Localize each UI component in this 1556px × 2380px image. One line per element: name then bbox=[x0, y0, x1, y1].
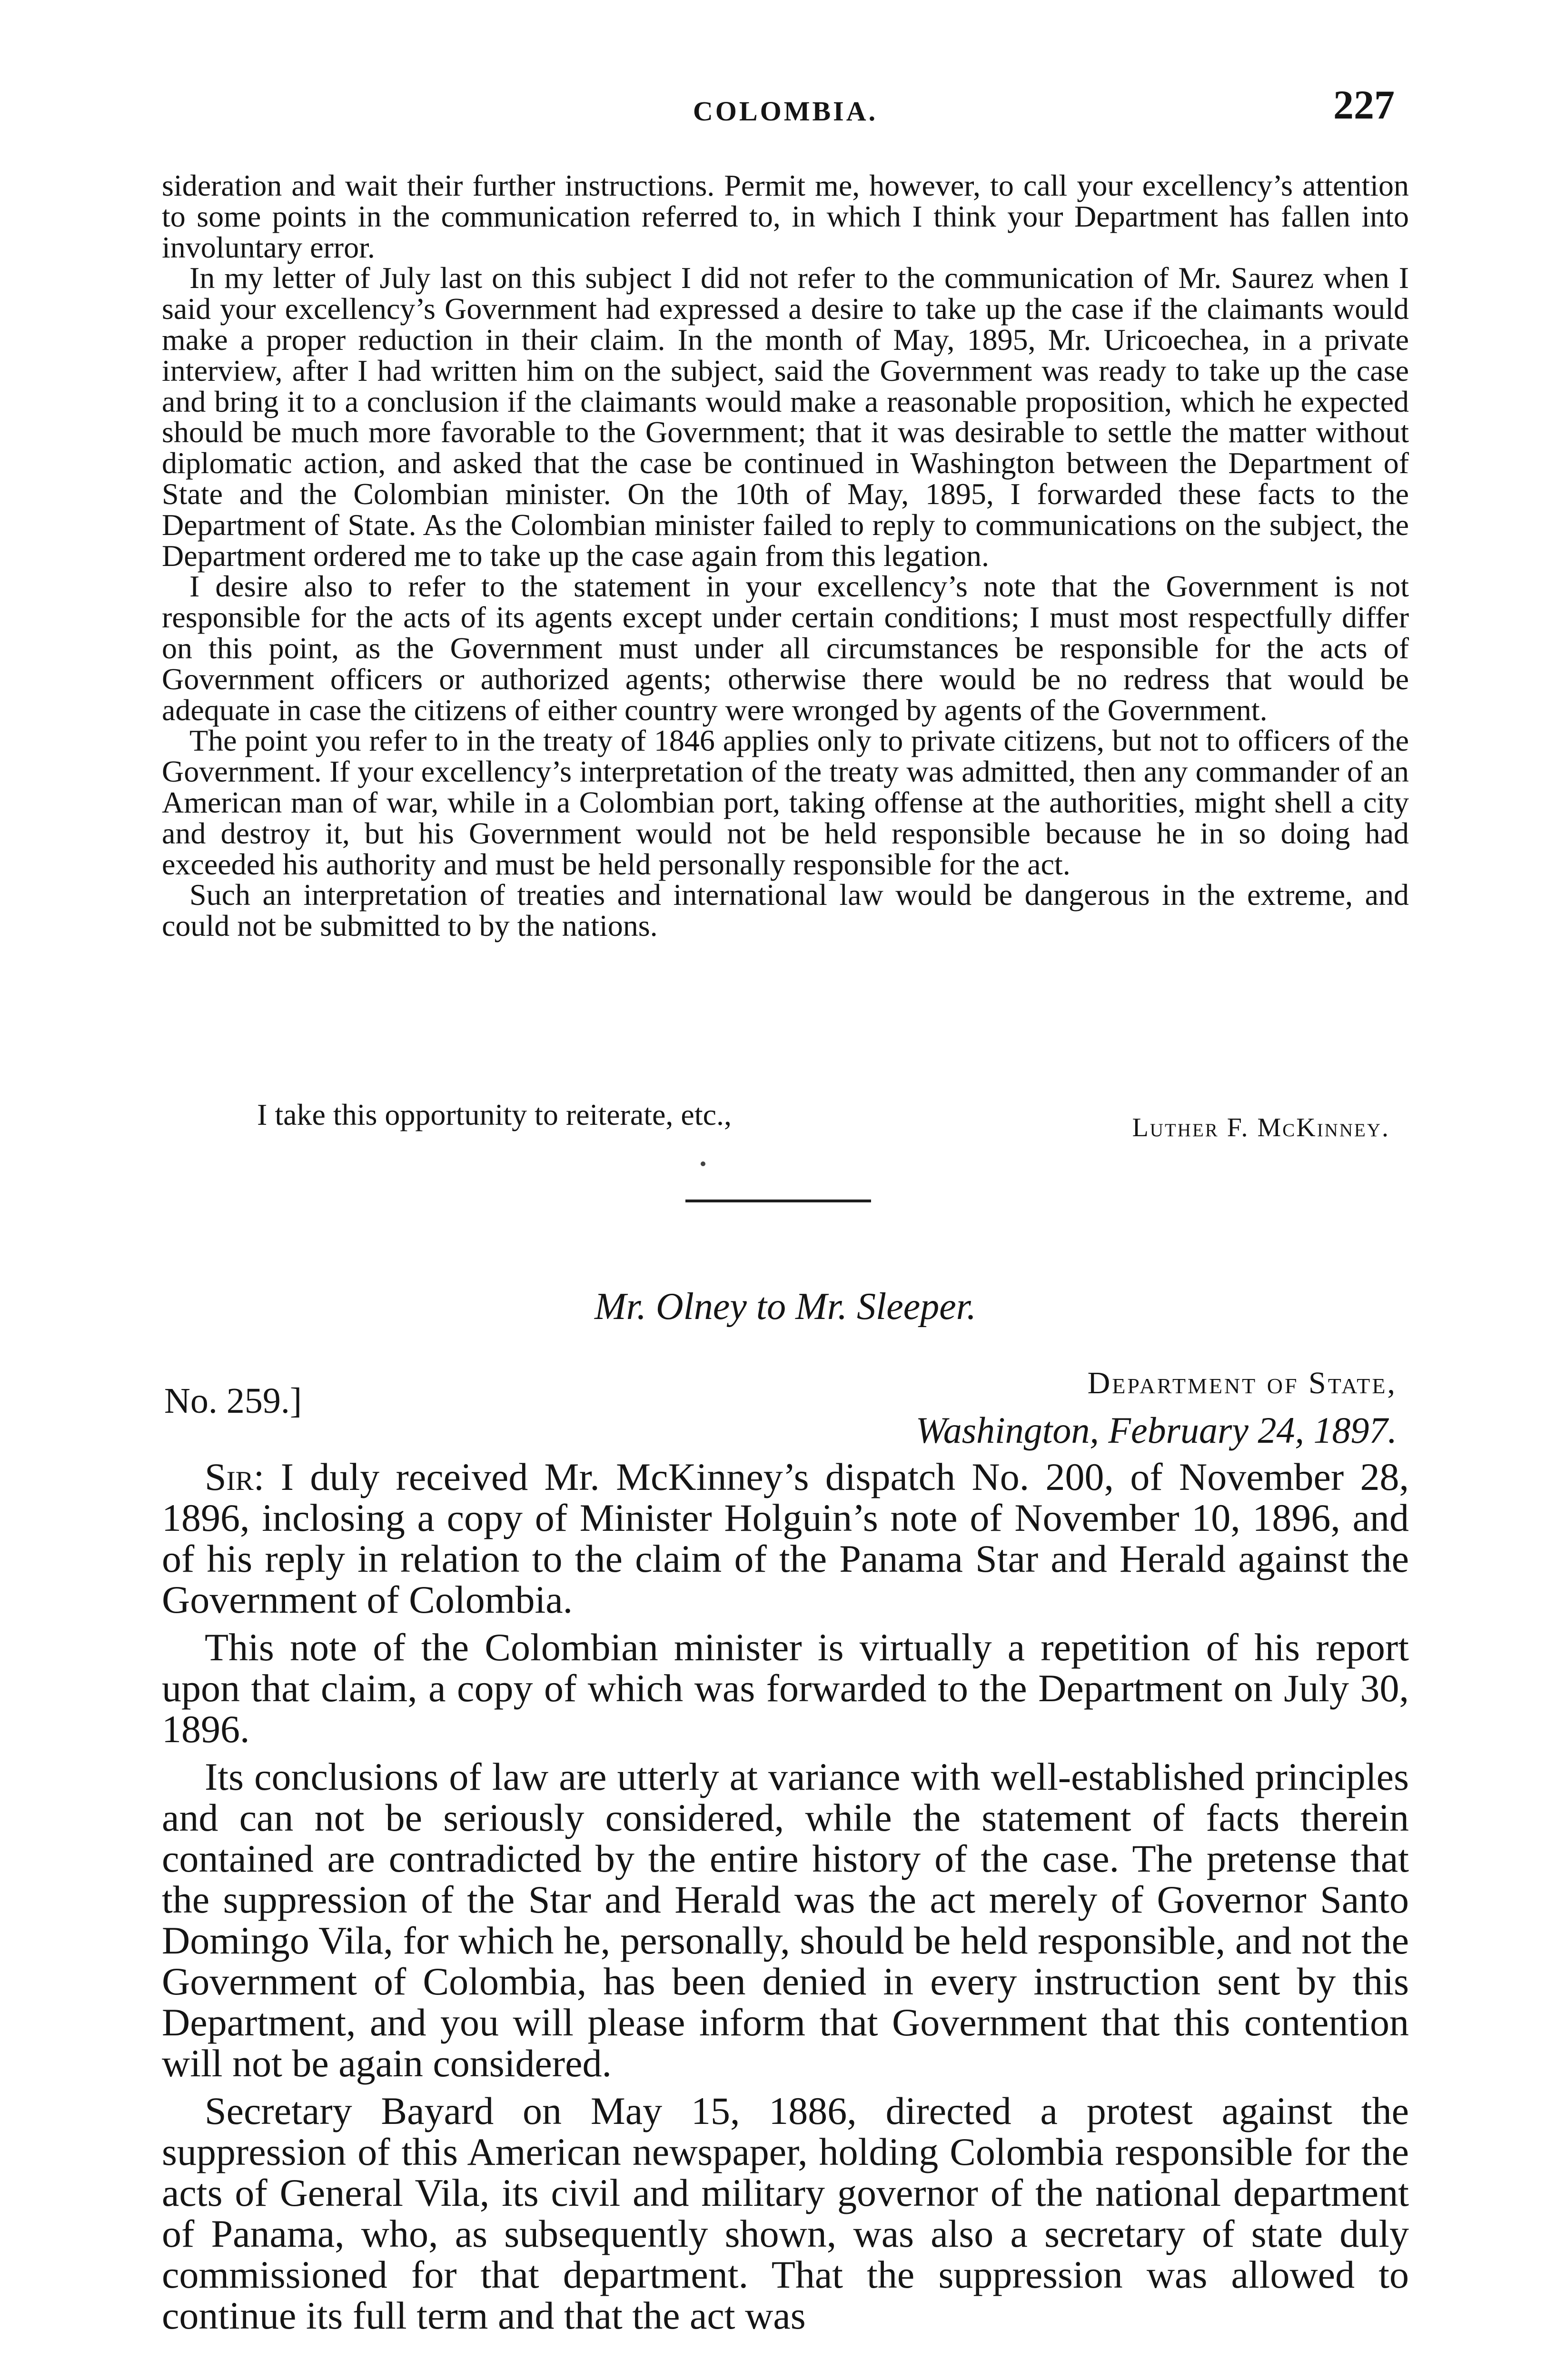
section-divider bbox=[685, 1200, 871, 1202]
document-number: No. 259.] bbox=[164, 1381, 302, 1421]
paragraph-secretary-bayard: Secretary Bayard on May 15, 1886, directed a protest against the suppression of this American newspaper, holding Colombia responsible for the acts of General Vila, its civil and military governor of the national department of Panama, who, as subsequently shown, was also a secretary of state duly commissioned for that department. That the suppression was allowed to continue its full term and that the act was bbox=[162, 2089, 1409, 2337]
paragraph-treaty-1846: The point you refer to in the treaty of 1846 applies only to private citizens, but not to officers of the Government. If your excellency’s interpretation of the treaty was admitted, then any commander of an American man of war, while in a Colombian port, taking offense at the authorities, might shell a city and destroy it, but his Government would not be held responsible because he in so doing had exceeded his authority and must be held personally responsible for the act. bbox=[162, 724, 1409, 881]
paragraph-july-letter: In my letter of July last on this subject I did not refer to the communication of Mr. Saurez when I said your excellency’s Government had expressed a desire to take up the case if the claimants would make a proper reduction in their claim. In the month of May, 1895, Mr. Uricoechea, in a private interview, after I had written him on the subject, said the Government was ready to take up the case and bring it to a conclusion if the claimants would make a reasonable proposition, which he expected should be much more favorable to the Government; that it was desirable to settle the matter without diplomatic action, and asked that the case be continued in Washington between the Department of State and the Colombian minister. On the 10th of May, 1895, I forwarded these facts to the Department of State. As the Colombian minister failed to reply to communications on the subject, the Department ordered me to take up the case again from this legation. bbox=[162, 261, 1409, 573]
letter-olney-body bbox=[162, 1457, 1409, 2343]
document-title: Mr. Olney to Mr. Sleeper. bbox=[594, 1286, 977, 1328]
signature: Luther F. McKinney. bbox=[1132, 1113, 1390, 1142]
paragraph-continuation: sideration and wait their further instructions. Permit me, however, to call your excellency’s attention to some points in the communication referred to, in which I think your Department has fallen into involuntary error. bbox=[162, 169, 1409, 264]
paragraph-dispatch-received bbox=[162, 1457, 1409, 1620]
place-and-date: Washington, February 24, 1897. bbox=[915, 1409, 1397, 1451]
letter-mckinney-body bbox=[162, 170, 1409, 942]
letter-closing bbox=[162, 1097, 1409, 1140]
paragraph-note-repetition: This note of the Colombian minister is virtually a repetition of his report upon that claim, a copy of which was forwarded to the Department on July 30, 1896. bbox=[162, 1626, 1409, 1751]
paragraph-interpretation: Such an interpretation of treaties and international law would be dangerous in the extreme, and could not be submitted to by the nations. bbox=[162, 878, 1409, 943]
salutation: Sir: bbox=[205, 1455, 265, 1498]
page-number: 227 bbox=[1333, 82, 1395, 128]
paragraph-dispatch-text: I duly received Mr. McKinney’s dispatch No. 200, of November 28, 1896, inclosing a copy of Minister Holguin’s note of November 10, 1896, and of his reply in relation to the claim of the Panama Star and Herald against the Government of Colombia. bbox=[162, 1455, 1409, 1621]
paragraph-conclusions-of-law: Its conclusions of law are utterly at variance with well-established principles and can not be seriously considered, while the statement of facts therein contained are contradicted by the entire history of the case. The pretense that the suppression of the Star and Herald was the act merely of Governor Santo Domingo Vila, for which he, personally, should be held responsible, and not the Government of Colombia, has been denied in every instruction sent by this Department, and you will please inform that Government that this contention will not be again considered. bbox=[162, 1755, 1409, 2085]
department-heading: Department of State, bbox=[1087, 1366, 1397, 1400]
closing-phrase: I take this opportunity to reiterate, etc., bbox=[257, 1098, 732, 1131]
paragraph-agents-responsibility: I desire also to refer to the statement in your excellency’s note that the Government is not responsible for the acts of its agents except under certain conditions; I must most respectfully differ on this point, as the Government must under all circumstances be responsible for the acts of Government officers or authorized agents; otherwise there would be no redress that would be adequate in case the citizens of either country were wronged by agents of the Government. bbox=[162, 569, 1409, 727]
page-header bbox=[162, 81, 1409, 138]
running-head: COLOMBIA. bbox=[693, 96, 878, 127]
stray-mark bbox=[701, 1161, 705, 1166]
